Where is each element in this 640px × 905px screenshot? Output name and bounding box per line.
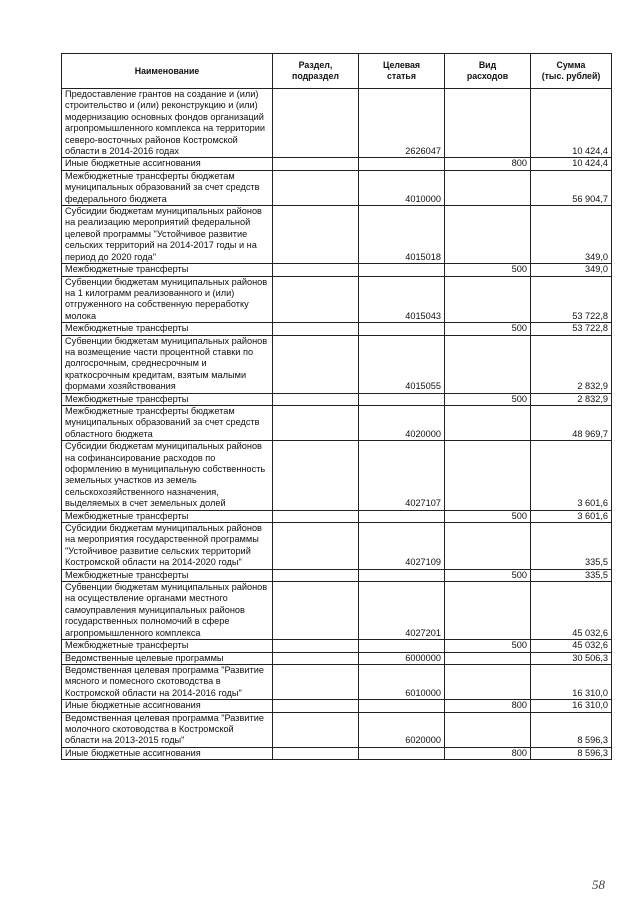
row-target-cell [359, 323, 445, 335]
row-section-cell [273, 158, 359, 170]
row-target-cell: 4027201 [359, 582, 445, 640]
page-number: 58 [592, 877, 605, 892]
table-row [62, 747, 612, 759]
row-type-cell [445, 335, 531, 393]
row-section-cell [273, 712, 359, 747]
row-name-cell: Предоставление грантов на создание и (или) строительство и (или) реконструкцию и (или) модернизацию основных фондов организаций агропромышленного комплекса на территории северо-восточных районов Костромской области в 2014-2016 годах [62, 89, 273, 158]
table-row [62, 323, 612, 335]
row-section-cell [273, 393, 359, 405]
row-sum-cell: 349,0 [531, 206, 612, 264]
row-section-cell [273, 747, 359, 759]
table-row [62, 664, 612, 699]
row-target-cell: 6020000 [359, 712, 445, 747]
row-sum-cell: 3 601,6 [531, 441, 612, 510]
row-section-cell [273, 582, 359, 640]
table-row [62, 523, 612, 570]
table-row [62, 264, 612, 276]
table-row [62, 89, 612, 158]
row-name-cell: Ведомственные целевые программы [62, 652, 273, 664]
row-name-cell: Иные бюджетные ассигнования [62, 700, 273, 712]
row-type-cell: 800 [445, 700, 531, 712]
row-target-cell [359, 569, 445, 581]
row-section-cell [273, 441, 359, 510]
row-sum-cell: 2 832,9 [531, 335, 612, 393]
row-sum-cell: 48 969,7 [531, 405, 612, 440]
row-target-cell: 4015043 [359, 276, 445, 323]
row-name-cell: Межбюджетные трансферты бюджетам муниципальных образований за счет средств областного бюджета [62, 405, 273, 440]
row-type-cell [445, 405, 531, 440]
row-sum-cell: 16 310,0 [531, 700, 612, 712]
table-row [62, 441, 612, 510]
row-sum-cell: 53 722,8 [531, 276, 612, 323]
row-name-cell: Иные бюджетные ассигнования [62, 747, 273, 759]
row-name-cell: Межбюджетные трансферты [62, 510, 273, 522]
row-section-cell [273, 170, 359, 205]
row-section-cell [273, 652, 359, 664]
row-target-cell: 4020000 [359, 405, 445, 440]
row-name-cell: Субвенции бюджетам муниципальных районов на возмещение части процентной ставки по долгосрочным, среднесрочным и краткосрочным кредитам, взятым малыми формами хозяйствования [62, 335, 273, 393]
table-row [62, 335, 612, 393]
row-sum-cell: 10 424,4 [531, 89, 612, 158]
row-target-cell: 6000000 [359, 652, 445, 664]
row-type-cell: 800 [445, 747, 531, 759]
table-row [62, 276, 612, 323]
row-target-cell [359, 393, 445, 405]
row-sum-cell: 349,0 [531, 264, 612, 276]
table-row [62, 405, 612, 440]
row-section-cell [273, 664, 359, 699]
row-type-cell [445, 652, 531, 664]
row-target-cell: 2626047 [359, 89, 445, 158]
row-target-cell: 4010000 [359, 170, 445, 205]
table-row [62, 700, 612, 712]
table-row [62, 712, 612, 747]
row-target-cell: 4015018 [359, 206, 445, 264]
row-type-cell [445, 89, 531, 158]
header-sum: Сумма (тыс. рублей) [531, 54, 612, 89]
row-type-cell [445, 276, 531, 323]
row-target-cell [359, 640, 445, 652]
row-sum-cell: 8 596,3 [531, 747, 612, 759]
row-name-cell: Субвенции бюджетам муниципальных районов на осуществление органами местного самоуправления муниципальных районов государственных полномочий в сфере агропромышленного комплекса [62, 582, 273, 640]
row-target-cell [359, 158, 445, 170]
row-name-cell: Субсидии бюджетам муниципальных районов на реализацию мероприятий федеральной целевой программы "Устойчивое развитие сельских территорий на 2014-2017 годы и на период до 2020 года" [62, 206, 273, 264]
row-type-cell: 500 [445, 393, 531, 405]
table-row [62, 640, 612, 652]
row-sum-cell: 3 601,6 [531, 510, 612, 522]
row-target-cell [359, 747, 445, 759]
header-section: Раздел, подраздел [273, 54, 359, 89]
row-section-cell [273, 569, 359, 581]
header-target: Целевая статья [359, 54, 445, 89]
row-sum-cell: 45 032,6 [531, 640, 612, 652]
table-row [62, 652, 612, 664]
table-row [62, 582, 612, 640]
table-row [62, 569, 612, 581]
header-name: Наименование [62, 54, 273, 89]
row-name-cell: Межбюджетные трансферты бюджетам муниципальных образований за счет средств федерального бюджета [62, 170, 273, 205]
row-sum-cell: 335,5 [531, 569, 612, 581]
row-sum-cell: 335,5 [531, 523, 612, 570]
row-sum-cell: 16 310,0 [531, 664, 612, 699]
row-sum-cell: 53 722,8 [531, 323, 612, 335]
row-section-cell [273, 264, 359, 276]
row-sum-cell: 56 904,7 [531, 170, 612, 205]
table-body [62, 89, 612, 760]
row-target-cell [359, 700, 445, 712]
row-sum-cell: 8 596,3 [531, 712, 612, 747]
row-type-cell [445, 712, 531, 747]
row-target-cell [359, 264, 445, 276]
row-name-cell: Межбюджетные трансферты [62, 640, 273, 652]
row-name-cell: Межбюджетные трансферты [62, 569, 273, 581]
row-section-cell [273, 405, 359, 440]
row-section-cell [273, 510, 359, 522]
row-type-cell: 500 [445, 264, 531, 276]
row-section-cell [273, 323, 359, 335]
row-type-cell [445, 441, 531, 510]
row-section-cell [273, 523, 359, 570]
row-name-cell: Ведомственная целевая программа "Развитие мясного и помесного скотоводства в Костромской области на 2014-2016 годы" [62, 664, 273, 699]
row-type-cell: 500 [445, 323, 531, 335]
table-row [62, 510, 612, 522]
table-row [62, 393, 612, 405]
row-sum-cell: 10 424,4 [531, 158, 612, 170]
row-type-cell: 800 [445, 158, 531, 170]
header-row [62, 54, 612, 89]
row-type-cell [445, 206, 531, 264]
row-name-cell: Субвенции бюджетам муниципальных районов на 1 килограмм реализованного и (или) отгруженного на собственную переработку молока [62, 276, 273, 323]
row-sum-cell: 45 032,6 [531, 582, 612, 640]
row-section-cell [273, 640, 359, 652]
row-target-cell: 4015055 [359, 335, 445, 393]
row-target-cell [359, 510, 445, 522]
row-name-cell: Ведомственная целевая программа "Развитие молочного скотоводства в Костромской области на 2013-2015 годы" [62, 712, 273, 747]
row-section-cell [273, 89, 359, 158]
table-row [62, 206, 612, 264]
row-name-cell: Межбюджетные трансферты [62, 393, 273, 405]
row-name-cell: Межбюджетные трансферты [62, 264, 273, 276]
row-section-cell [273, 276, 359, 323]
row-target-cell: 4027109 [359, 523, 445, 570]
row-name-cell: Межбюджетные трансферты [62, 323, 273, 335]
row-section-cell [273, 335, 359, 393]
row-sum-cell: 30 506,3 [531, 652, 612, 664]
header-type: Вид расходов [445, 54, 531, 89]
row-name-cell: Иные бюджетные ассигнования [62, 158, 273, 170]
row-type-cell [445, 523, 531, 570]
row-target-cell: 6010000 [359, 664, 445, 699]
row-name-cell: Субсидии бюджетам муниципальных районов на софинансирование расходов по оформлению в муниципальную собственность земельных участков из земель сельскохозяйственного назначения, выделяемых в счет земельных долей [62, 441, 273, 510]
row-type-cell [445, 664, 531, 699]
row-type-cell: 500 [445, 640, 531, 652]
row-type-cell [445, 582, 531, 640]
row-target-cell: 4027107 [359, 441, 445, 510]
budget-table [61, 53, 612, 760]
row-section-cell [273, 700, 359, 712]
row-type-cell: 500 [445, 510, 531, 522]
table-row [62, 170, 612, 205]
row-type-cell [445, 170, 531, 205]
row-section-cell [273, 206, 359, 264]
row-type-cell: 500 [445, 569, 531, 581]
row-name-cell: Субсидии бюджетам муниципальных районов на мероприятия государственной программы "Устойчивое развитие сельских территорий Костромской области на 2014-2020 годы" [62, 523, 273, 570]
row-sum-cell: 2 832,9 [531, 393, 612, 405]
table-row [62, 158, 612, 170]
